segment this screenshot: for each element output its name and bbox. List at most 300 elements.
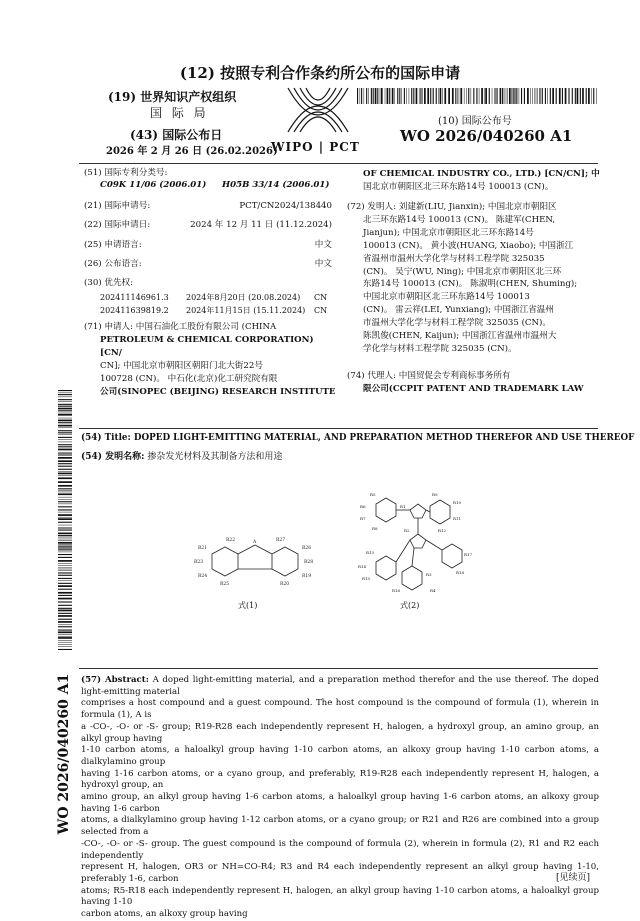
barcode-bar bbox=[58, 473, 72, 475]
pub-number-label: (10) 国际公布号 bbox=[438, 112, 512, 127]
barcode-bar bbox=[58, 413, 72, 414]
barcode-bar bbox=[58, 418, 72, 419]
label-r15: R15 bbox=[362, 576, 371, 581]
label-r28: R28 bbox=[304, 559, 313, 565]
barcode-bar bbox=[58, 512, 72, 513]
abstract-line: comprises a host compound and a guest compound. The host compound is the compound of formula (1), wherein in formula (1), A is bbox=[81, 698, 599, 721]
label-r14: R14 bbox=[358, 564, 367, 569]
pub-language-label: (26) 公布语言: bbox=[84, 259, 142, 271]
barcode-bar bbox=[58, 636, 72, 637]
barcode-bar bbox=[58, 580, 72, 581]
barcode-bar bbox=[588, 88, 590, 104]
barcode-bar bbox=[58, 406, 72, 407]
label-r10: R10 bbox=[453, 500, 462, 505]
barcode-bar bbox=[58, 506, 72, 507]
barcode-bar bbox=[58, 439, 72, 440]
barcode-bar bbox=[58, 565, 72, 566]
inventor-block bbox=[347, 201, 603, 356]
app-number-label: (21) 国际申请号: bbox=[84, 201, 150, 213]
barcode-bar bbox=[422, 88, 423, 104]
applicant-line: PETROLEUM & CHEMICAL CORPORATION) [CN/ bbox=[84, 334, 336, 360]
barcode-bar bbox=[427, 88, 429, 104]
barcode-bar bbox=[452, 88, 454, 104]
barcode-bar bbox=[409, 88, 410, 104]
barcode-bar bbox=[58, 644, 72, 645]
barcode-bar bbox=[58, 549, 72, 550]
barcode-bar bbox=[504, 88, 505, 104]
label-r11: R11 bbox=[453, 516, 461, 521]
barcode-bar bbox=[58, 477, 72, 479]
barcode-bar bbox=[536, 88, 537, 104]
barcode-bar bbox=[58, 585, 72, 587]
barcode-bar bbox=[357, 88, 358, 104]
barcode-bar bbox=[485, 88, 487, 104]
barcode-bar bbox=[58, 457, 72, 459]
label-r27: R27 bbox=[276, 537, 285, 543]
barcode-bar bbox=[58, 589, 72, 590]
barcode-bar bbox=[58, 442, 72, 443]
side-pub-number-text: WO 2026/040260 A1 bbox=[56, 654, 72, 854]
barcode-bar bbox=[58, 425, 72, 427]
barcode-bar bbox=[530, 88, 531, 104]
applicant-line: CN]; 中国北京市朝阳区朝阳门北大街22号 bbox=[84, 360, 336, 373]
barcode-bar bbox=[58, 463, 72, 464]
barcode-bar bbox=[586, 88, 587, 104]
barcode-bar bbox=[58, 615, 72, 617]
inventor-line: (72) 发明人: 刘建新(LIU, Jianxin); 中国北京市朝阳区 bbox=[347, 201, 603, 214]
barcode-bar bbox=[481, 88, 483, 104]
abstract bbox=[81, 675, 599, 921]
barcode-bar bbox=[371, 88, 372, 104]
label-r8: R8 bbox=[372, 526, 378, 531]
barcode-bar bbox=[58, 539, 72, 540]
filing-date-label: (22) 国际申请日: bbox=[84, 220, 150, 232]
barcode-bar bbox=[58, 649, 72, 650]
continued-on-next-page: [见续页] bbox=[556, 870, 590, 883]
abstract-line: carbon atoms, an alkoxy group having bbox=[81, 909, 599, 921]
barcode-bar bbox=[58, 485, 72, 487]
barcode-bar bbox=[58, 540, 72, 541]
abstract-line: atoms, a dialkylamino group having 1-12 carbon atoms, or a cyano group; or R21 and R26 are combined into a group selected from a bbox=[81, 815, 599, 838]
abstract-line: atoms; R5-R18 each independently represent H, halogen, an alkyl group having 1-10 carbon atoms, a haloalkyl group having 1-10 bbox=[81, 886, 599, 909]
barcode-bar bbox=[442, 88, 443, 104]
barcode-bar bbox=[433, 88, 434, 104]
barcode-bar bbox=[375, 88, 377, 104]
barcode-bar bbox=[58, 552, 72, 553]
ipc-class-a: C09K 11/06 (2006.01) bbox=[100, 180, 206, 192]
barcode-bar bbox=[58, 410, 72, 411]
ipc-label: (51) 国际专利分类号: bbox=[84, 168, 167, 180]
label-r12: R12 bbox=[438, 528, 447, 533]
barcode-bar bbox=[413, 88, 414, 104]
barcode-bar bbox=[511, 88, 512, 104]
barcode-bar bbox=[58, 434, 72, 435]
barcode-side-icon bbox=[58, 390, 72, 650]
barcode-bar bbox=[58, 481, 72, 483]
inventor-line: (CN)。 吴宁(WU, Ning); 中国北京市朝阳区北三环 bbox=[347, 266, 603, 279]
barcode-bar bbox=[58, 453, 72, 454]
barcode-bar bbox=[58, 437, 72, 438]
priority-date: 2024年11月15日 (15.11.2024) bbox=[186, 305, 305, 317]
barcode-bar bbox=[58, 471, 72, 472]
barcode-bar bbox=[58, 517, 72, 518]
barcode-bar bbox=[401, 88, 402, 104]
barcode-bar bbox=[568, 88, 569, 104]
document-type-title: (12) 按照专利合作条约所公布的国际申请 bbox=[0, 62, 640, 83]
barcode-bar bbox=[473, 88, 474, 104]
barcode-bar bbox=[565, 88, 567, 104]
filing-date: 2024 年 12 月 11 日 (11.12.2024) bbox=[170, 220, 332, 232]
inventor-line: 100013 (CN)。 黄小波(HUANG, Xiaobo); 中国浙江 bbox=[347, 240, 603, 253]
barcode-bar bbox=[440, 88, 442, 104]
barcode-bar bbox=[58, 422, 72, 423]
barcode-bar bbox=[58, 578, 72, 579]
title-zh-label: (54) 发明名称: bbox=[81, 452, 145, 462]
barcode-bar bbox=[58, 393, 72, 394]
priority-label: (30) 优先权: bbox=[84, 278, 133, 290]
priority-country: CN bbox=[314, 305, 327, 317]
label-r19: R19 bbox=[302, 573, 311, 579]
barcode-bar bbox=[58, 637, 72, 639]
barcode-top-icon bbox=[357, 88, 597, 104]
pub-date: 2026 年 2 月 26 日 (26.02.2026) bbox=[106, 142, 278, 157]
barcode-bar bbox=[58, 592, 72, 594]
barcode-bar bbox=[58, 642, 72, 643]
barcode-bar bbox=[58, 634, 72, 635]
abstract-line: 1-10 carbon atoms, a haloalkyl group having 1-10 carbon atoms, an alkoxy group having 1-10 carbon atoms, a dialkylamino group bbox=[81, 745, 599, 768]
label-r16: R16 bbox=[392, 588, 401, 593]
barcode-bar bbox=[58, 475, 72, 476]
inventor-line: 陈凯俊(CHEN, Kaijun); 中国浙江省温州市温州大 bbox=[347, 330, 603, 343]
barcode-bar bbox=[58, 535, 72, 536]
barcode-bar bbox=[58, 469, 72, 470]
barcode-bar bbox=[58, 554, 72, 555]
barcode-bar bbox=[484, 88, 485, 104]
pub-date-label: (43) 国际公布日 bbox=[130, 126, 222, 143]
barcode-bar bbox=[509, 88, 511, 104]
barcode-bar bbox=[58, 497, 72, 498]
barcode-bar bbox=[506, 88, 507, 104]
barcode-bar bbox=[58, 570, 72, 571]
barcode-bar bbox=[58, 527, 72, 528]
barcode-bar bbox=[58, 537, 72, 538]
abstract-line: represent H, halogen, OR3 or NH=CO-R4; R3 and R4 each independently represent an alkyl group having 1-10, preferably 1-6, carbon bbox=[81, 862, 599, 885]
barcode-bar bbox=[58, 569, 72, 570]
barcode-bar bbox=[58, 625, 72, 626]
applicant-line: OF CHEMICAL INDUSTRY CO., LTD.) [CN/CN]; 中 bbox=[363, 168, 603, 181]
applicant-line: 国北京市朝阳区北三环东路14号 100013 (CN)。 bbox=[363, 181, 603, 194]
barcode-bar bbox=[58, 630, 72, 631]
barcode-bar bbox=[58, 533, 72, 535]
barcode-bar bbox=[507, 88, 508, 104]
barcode-bar bbox=[58, 428, 72, 429]
barcode-bar bbox=[360, 88, 361, 104]
barcode-bar bbox=[552, 88, 554, 104]
barcode-bar bbox=[455, 88, 456, 104]
barcode-bar bbox=[58, 605, 72, 606]
inventor-line: 市温州大学化学与材料工程学院 325035 (CN)。 bbox=[347, 317, 603, 330]
title-en-line bbox=[81, 433, 634, 445]
barcode-bar bbox=[58, 492, 72, 493]
barcode-bar bbox=[545, 88, 546, 104]
barcode-bar bbox=[364, 88, 365, 104]
barcode-bar bbox=[514, 88, 515, 104]
barcode-bar bbox=[580, 88, 581, 104]
agent-block bbox=[347, 370, 603, 396]
barcode-bar bbox=[444, 88, 446, 104]
barcode-bar bbox=[468, 88, 469, 104]
pub-language: 中文 bbox=[290, 259, 332, 271]
barcode-bar bbox=[58, 522, 72, 523]
label-r17: R17 bbox=[464, 552, 473, 557]
barcode-bar bbox=[387, 88, 389, 104]
barcode-bar bbox=[58, 610, 72, 612]
barcode-bar bbox=[404, 88, 405, 104]
inventor-line: 东路14号 100013 (CN)。 陈淑明(CHEN, Shuming); bbox=[347, 278, 603, 291]
abstract-line: a -CO-, -O- or -S- group; R19-R28 each independently represent H, halogen, a hydroxyl group, an amino group, an alkyl group having bbox=[81, 722, 599, 745]
side-pub-number bbox=[52, 660, 78, 860]
barcode-bar bbox=[380, 88, 381, 104]
label-r3: R3 bbox=[426, 572, 432, 577]
barcode-bar bbox=[459, 88, 460, 104]
barcode-bar bbox=[524, 88, 525, 104]
barcode-bar bbox=[58, 575, 72, 576]
label-r21: R21 bbox=[198, 545, 207, 551]
barcode-bar bbox=[397, 88, 398, 104]
barcode-bar bbox=[467, 88, 468, 104]
app-number: PCT/CN2024/138440 bbox=[220, 201, 332, 213]
barcode-bar bbox=[457, 88, 458, 104]
label-r6: R6 bbox=[360, 504, 366, 509]
barcode-bar bbox=[406, 88, 407, 104]
barcode-bar bbox=[471, 88, 472, 104]
barcode-bar bbox=[58, 601, 72, 602]
barcode-bar bbox=[58, 525, 72, 526]
label-r22: R22 bbox=[226, 537, 235, 543]
title-en-label: (54) Title: bbox=[81, 433, 131, 443]
barcode-bar bbox=[385, 88, 386, 104]
barcode-bar bbox=[58, 466, 72, 467]
barcode-bar bbox=[58, 583, 72, 584]
priority-date: 2024年8月20日 (20.08.2024) bbox=[186, 292, 300, 304]
inventor-line: 北三环东路14号 100013 (CN)。 陈建军(CHEN, bbox=[347, 214, 603, 227]
abstract-line bbox=[81, 675, 599, 698]
pub-number: WO 2026/040260 A1 bbox=[400, 127, 572, 145]
barcode-bar bbox=[479, 88, 480, 104]
applicant-line: (71) 申请人: 中国石油化工股份有限公司 (CHINA bbox=[84, 321, 336, 334]
barcode-bar bbox=[494, 88, 495, 104]
barcode-bar bbox=[58, 401, 72, 402]
barcode-bar bbox=[58, 572, 72, 573]
barcode-bar bbox=[492, 88, 493, 104]
inventor-line: 省温州市温州大学化学与材料工程学院 325035 bbox=[347, 253, 603, 266]
barcode-bar bbox=[58, 608, 72, 609]
barcode-bar bbox=[476, 88, 477, 104]
barcode-bar bbox=[58, 501, 72, 502]
barcode-bar bbox=[58, 500, 72, 501]
barcode-bar bbox=[58, 509, 72, 510]
barcode-bar bbox=[556, 88, 557, 104]
barcode-bar bbox=[366, 88, 367, 104]
barcode-bar bbox=[58, 528, 72, 529]
barcode-bar bbox=[58, 399, 72, 400]
barcode-bar bbox=[532, 88, 533, 104]
barcode-bar bbox=[58, 613, 72, 614]
barcode-bar bbox=[430, 88, 431, 104]
barcode-bar bbox=[58, 598, 72, 600]
abstract-text: A doped light-emitting material, and a preparation method therefor and the use thereof. The doped light-emitting material bbox=[81, 675, 599, 697]
barcode-bar bbox=[58, 640, 72, 641]
header-divider bbox=[79, 163, 598, 164]
label-r4: R4 bbox=[430, 588, 436, 593]
barcode-bar bbox=[58, 518, 72, 520]
barcode-bar bbox=[58, 444, 72, 445]
abstract-line: -CO-, -O- or -S- group. The guest compound is the compound of formula (2), wherein in formula (2), R1 and R2 each independently bbox=[81, 839, 599, 862]
label-r26: R26 bbox=[302, 545, 311, 551]
filing-language-label: (25) 申请语言: bbox=[84, 240, 142, 252]
barcode-bar bbox=[58, 626, 72, 627]
applicant-block bbox=[84, 321, 336, 399]
priority-country: CN bbox=[314, 292, 327, 304]
barcode-bar bbox=[547, 88, 548, 104]
barcode-bar bbox=[58, 452, 72, 453]
barcode-bar bbox=[539, 88, 540, 104]
label-r9: R9 bbox=[432, 492, 438, 497]
agent-line: 限公司(CCPIT PATENT AND TRADEMARK LAW bbox=[347, 383, 603, 396]
label-r5: R5 bbox=[370, 492, 376, 497]
barcode-bar bbox=[381, 88, 383, 104]
barcode-bar bbox=[399, 88, 400, 104]
barcode-bar bbox=[58, 488, 72, 489]
title-zh-line bbox=[81, 452, 282, 464]
barcode-bar bbox=[521, 88, 522, 104]
barcode-bar bbox=[58, 542, 72, 544]
barcode-bar bbox=[537, 88, 538, 104]
barcode-bar bbox=[582, 88, 584, 104]
barcode-bar bbox=[58, 404, 72, 405]
abstract-label: (57) Abstract: bbox=[81, 675, 149, 685]
barcode-bar bbox=[58, 621, 72, 623]
barcode-bar bbox=[58, 430, 72, 431]
barcode-bar bbox=[489, 88, 490, 104]
barcode-bar bbox=[389, 88, 390, 104]
barcode-bar bbox=[58, 530, 72, 531]
barcode-bar bbox=[58, 446, 72, 447]
label-r1: R1 bbox=[400, 504, 406, 509]
barcode-bar bbox=[368, 88, 369, 104]
barcode-bar bbox=[58, 397, 72, 398]
barcode-bar bbox=[575, 88, 576, 104]
barcode-bar bbox=[58, 493, 72, 495]
barcode-bar bbox=[513, 88, 514, 104]
barcode-bar bbox=[58, 408, 72, 410]
barcode-bar bbox=[58, 619, 72, 620]
title-zh: 掺杂发光材料及其制备方法和用途 bbox=[147, 452, 282, 462]
abstract-divider bbox=[79, 668, 598, 669]
barcode-bar bbox=[500, 88, 502, 104]
barcode-bar bbox=[542, 88, 543, 104]
barcode-bar bbox=[411, 88, 412, 104]
barcode-bar bbox=[58, 514, 72, 516]
inventor-line: 中国北京市朝阳区北三环东路14号 100013 bbox=[347, 291, 603, 304]
inventor-line: (CN)。 雷云祥(LEI, Yunxiang); 中国浙江省温州 bbox=[347, 304, 603, 317]
barcode-bar bbox=[58, 595, 72, 596]
priority-no: 202411639819.2 bbox=[100, 305, 169, 317]
barcode-bar bbox=[377, 88, 378, 104]
label-r25: R25 bbox=[220, 581, 229, 587]
barcode-bar bbox=[58, 460, 72, 462]
barcode-bar bbox=[464, 88, 465, 104]
label-r20: R20 bbox=[280, 581, 289, 587]
barcode-bar bbox=[424, 88, 426, 104]
inventor-line: 学化学与材料工程学院 325035 (CN)。 bbox=[347, 343, 603, 356]
barcode-bar bbox=[562, 88, 563, 104]
office-bureau: 国 际 局 bbox=[150, 104, 209, 121]
barcode-bar bbox=[516, 88, 517, 104]
barcode-bar bbox=[392, 88, 394, 104]
barcode-bar bbox=[58, 568, 72, 569]
title-en: DOPED LIGHT-EMITTING MATERIAL, AND PREPARATION METHOD THEREFOR AND USE THEREOF bbox=[134, 433, 635, 443]
barcode-bar bbox=[460, 88, 462, 104]
barcode-bar bbox=[58, 420, 72, 422]
priority-no: 202411146961.3 bbox=[100, 292, 169, 304]
barcode-bar bbox=[448, 88, 450, 104]
barcode-bar bbox=[58, 563, 72, 564]
barcode-bar bbox=[58, 504, 72, 505]
barcode-bar bbox=[420, 88, 421, 104]
wipo-pct-label: WIPO | PCT bbox=[271, 140, 360, 154]
label-r18: R18 bbox=[456, 570, 465, 575]
barcode-bar bbox=[58, 414, 72, 416]
label-r2: R2 bbox=[404, 528, 410, 533]
barcode-bar bbox=[535, 88, 536, 104]
barcode-bar bbox=[550, 88, 551, 104]
barcode-bar bbox=[572, 88, 573, 104]
applicant-continued bbox=[363, 168, 603, 194]
ipc-class-b: H05B 33/14 (2006.01) bbox=[222, 180, 329, 192]
abstract-line: amino group, an alkyl group having 1-6 carbon atoms, a haloalkyl group having 1-6 carbon atoms, an alkoxy group having 1-6 carbon bbox=[81, 792, 599, 815]
barcode-bar bbox=[436, 88, 437, 104]
barcode-bar bbox=[58, 544, 72, 545]
barcode-bar bbox=[395, 88, 396, 104]
filing-language: 中文 bbox=[290, 240, 332, 252]
barcode-bar bbox=[58, 547, 72, 548]
barcode-bar bbox=[361, 88, 362, 104]
label-r24: R24 bbox=[198, 573, 207, 579]
barcode-bar bbox=[519, 88, 520, 104]
barcode-bar bbox=[58, 432, 72, 433]
label-A: A bbox=[252, 539, 257, 545]
barcode-bar bbox=[373, 88, 374, 104]
barcode-bar bbox=[502, 88, 503, 104]
barcode-bar bbox=[58, 546, 72, 547]
formula-1-caption: 式(1) bbox=[238, 600, 257, 612]
barcode-bar bbox=[497, 88, 498, 104]
barcode-bar bbox=[495, 88, 496, 104]
label-r13: R13 bbox=[366, 550, 375, 555]
barcode-bar bbox=[58, 390, 72, 391]
barcode-bar bbox=[416, 88, 418, 104]
office-name: (19) 世界知识产权组织 bbox=[108, 88, 236, 105]
barcode-bar bbox=[58, 646, 72, 647]
barcode-bar bbox=[58, 449, 72, 451]
barcode-bar bbox=[577, 88, 579, 104]
barcode-bar bbox=[58, 560, 72, 562]
barcode-bar bbox=[58, 455, 72, 456]
formula-2-structure bbox=[352, 482, 482, 602]
title-divider bbox=[79, 428, 598, 429]
label-r7: R7 bbox=[360, 516, 366, 521]
